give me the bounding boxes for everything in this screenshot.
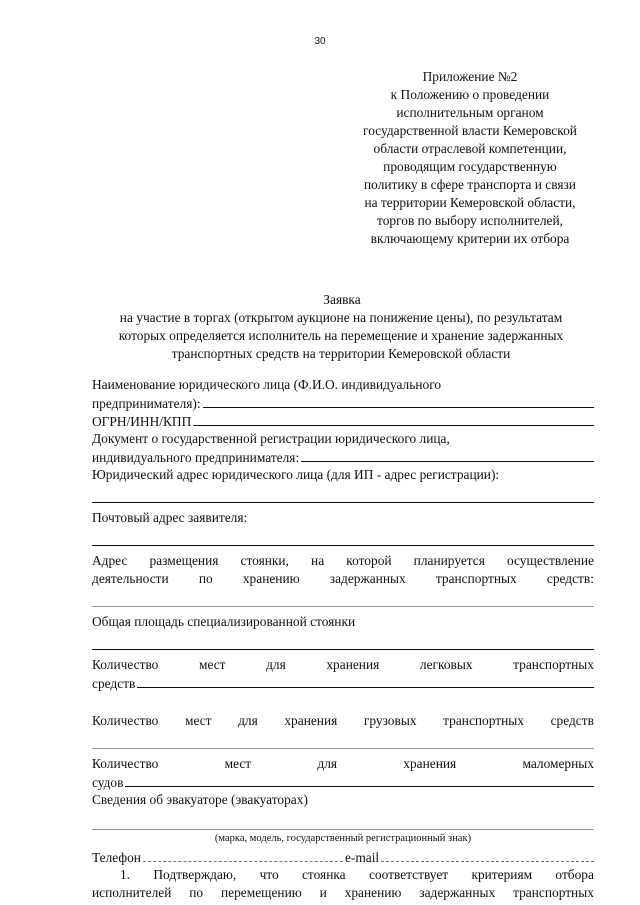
word: хранению	[344, 885, 402, 900]
appendix-line: Приложение №2	[422, 69, 518, 84]
document-title: Заявка	[323, 292, 361, 307]
appendix-line: политику в сфере транспорта и связи	[364, 177, 576, 192]
word: критериям	[471, 867, 533, 882]
document-subtitle	[85, 309, 597, 363]
legal-address-label: Юридический адрес юридического лица (для ИП - адрес регистрации):	[92, 467, 500, 482]
boats-row	[92, 773, 594, 791]
parking-address-line-2	[92, 570, 594, 588]
tow-trucks-field[interactable]	[92, 811, 594, 830]
word: средств:	[546, 571, 594, 586]
total-area-field[interactable]	[92, 631, 594, 650]
word: транспортных	[435, 571, 517, 586]
trucks-field[interactable]	[92, 730, 594, 749]
appendix-line: государственной власти Кемеровской	[363, 123, 577, 138]
legal-name-row	[92, 394, 594, 412]
word: мест	[184, 713, 212, 728]
ogrn-row	[92, 412, 594, 430]
postal-address-label: Почтовый адрес заявителя:	[92, 510, 248, 525]
appendix-line: проводящим государственную	[383, 159, 557, 174]
word: стоянки,	[240, 553, 289, 568]
subtitle-line: на участие в торгах (открытом аукционе на понижение цены), по результатам	[119, 310, 563, 325]
cars-field[interactable]	[137, 674, 594, 688]
word: деятельности	[92, 571, 169, 586]
word: планируется	[413, 553, 485, 568]
parking-address-line-1	[92, 552, 594, 570]
word: транспортных	[513, 885, 594, 900]
word: исполнителей	[92, 885, 172, 900]
legal-address-field[interactable]	[92, 484, 594, 503]
legal-name-label-2: предпринимателя):	[92, 396, 201, 411]
word: транспортных	[443, 713, 524, 728]
confirm-line-1	[92, 866, 594, 884]
word: для	[238, 713, 258, 728]
total-area-label: Общая площадь специализированной стоянки	[92, 614, 356, 629]
postal-address-field[interactable]	[92, 527, 594, 546]
word: Адрес	[92, 553, 128, 568]
ogrn-field[interactable]	[193, 412, 594, 426]
word: для	[266, 657, 286, 672]
word: перемещению	[221, 885, 302, 900]
cars-label-2: средств	[92, 676, 136, 691]
item-number: 1.	[120, 867, 131, 882]
word: хранения	[284, 713, 338, 728]
word: отбора	[555, 867, 594, 882]
tow-trucks-label: Сведения об эвакуаторе (эвакуаторах)	[92, 792, 308, 807]
reg-doc-label-1: Документ о государственной регистрации юридического лица,	[92, 431, 450, 446]
boats-field[interactable]	[125, 773, 594, 787]
reg-doc-label-2: индивидуального предпринимателя:	[92, 450, 300, 465]
word: Подтверждаю,	[153, 867, 237, 882]
tow-trucks-caption: (марка, модель, государственный регистрационный знак)	[214, 833, 472, 844]
word: задержанных	[329, 571, 406, 586]
boats-label-2: судов	[92, 775, 124, 790]
word: размещения	[149, 553, 219, 568]
word: осуществление	[507, 553, 594, 568]
page-number: 30	[314, 36, 326, 47]
word: по	[198, 571, 213, 586]
word: Количество	[92, 756, 159, 771]
subtitle-line: которых определяется исполнитель на перемещение и хранение задержанных	[118, 328, 564, 343]
word: мест	[224, 756, 252, 771]
appendix-line: к Положению о проведении	[390, 87, 550, 102]
word: грузовых	[363, 713, 417, 728]
reg-doc-row	[92, 448, 594, 466]
phone-label: Телефон	[92, 850, 141, 865]
word: мест	[198, 657, 226, 672]
appendix-line: области отраслевой компетенции,	[373, 141, 567, 156]
word: Количество	[92, 657, 159, 672]
reg-doc-field[interactable]	[301, 448, 594, 462]
word: для	[317, 756, 338, 771]
word: задержанных	[419, 885, 496, 900]
appendix-line: включающему критерии их отбора	[370, 231, 570, 246]
email-field[interactable]	[381, 848, 594, 862]
parking-address-field[interactable]	[92, 588, 594, 607]
word: стоянка	[301, 867, 346, 882]
trucks-line	[92, 712, 594, 730]
appendix-line: на территории Кемеровской области,	[364, 195, 576, 210]
word: маломерных	[522, 756, 594, 771]
email-label: e-mail	[344, 850, 380, 865]
ogrn-label: ОГРН/ИНН/КПП	[92, 414, 192, 429]
cars-line-1	[92, 656, 594, 674]
appendix-line: торгов по выбору исполнителей,	[377, 213, 563, 228]
word: хранения	[326, 657, 380, 672]
spacer	[92, 692, 594, 710]
word: и	[319, 885, 327, 900]
word: Количество	[92, 713, 159, 728]
word: хранения	[403, 756, 457, 771]
subtitle-line: транспортных средств на территории Кемеровской области	[171, 346, 511, 361]
word: транспортных	[513, 657, 594, 672]
contact-row	[92, 848, 594, 866]
word: на	[311, 553, 325, 568]
legal-name-field[interactable]	[203, 394, 594, 408]
word: что	[259, 867, 279, 882]
word: легковых	[419, 657, 473, 672]
appendix-line: исполнительным органом	[396, 105, 544, 120]
application-form	[92, 376, 594, 902]
confirm-line-2	[92, 884, 594, 902]
legal-name-label-1: Наименование юридического лица (Ф.И.О. индивидуального	[92, 377, 442, 392]
phone-field[interactable]	[143, 848, 343, 862]
word: хранению	[242, 571, 300, 586]
word: которой	[346, 553, 392, 568]
word: по	[189, 885, 204, 900]
word: соответствует	[368, 867, 449, 882]
appendix-header	[340, 68, 600, 248]
cars-row	[92, 674, 594, 692]
word: средств	[550, 713, 594, 728]
boats-line-1	[92, 755, 594, 773]
